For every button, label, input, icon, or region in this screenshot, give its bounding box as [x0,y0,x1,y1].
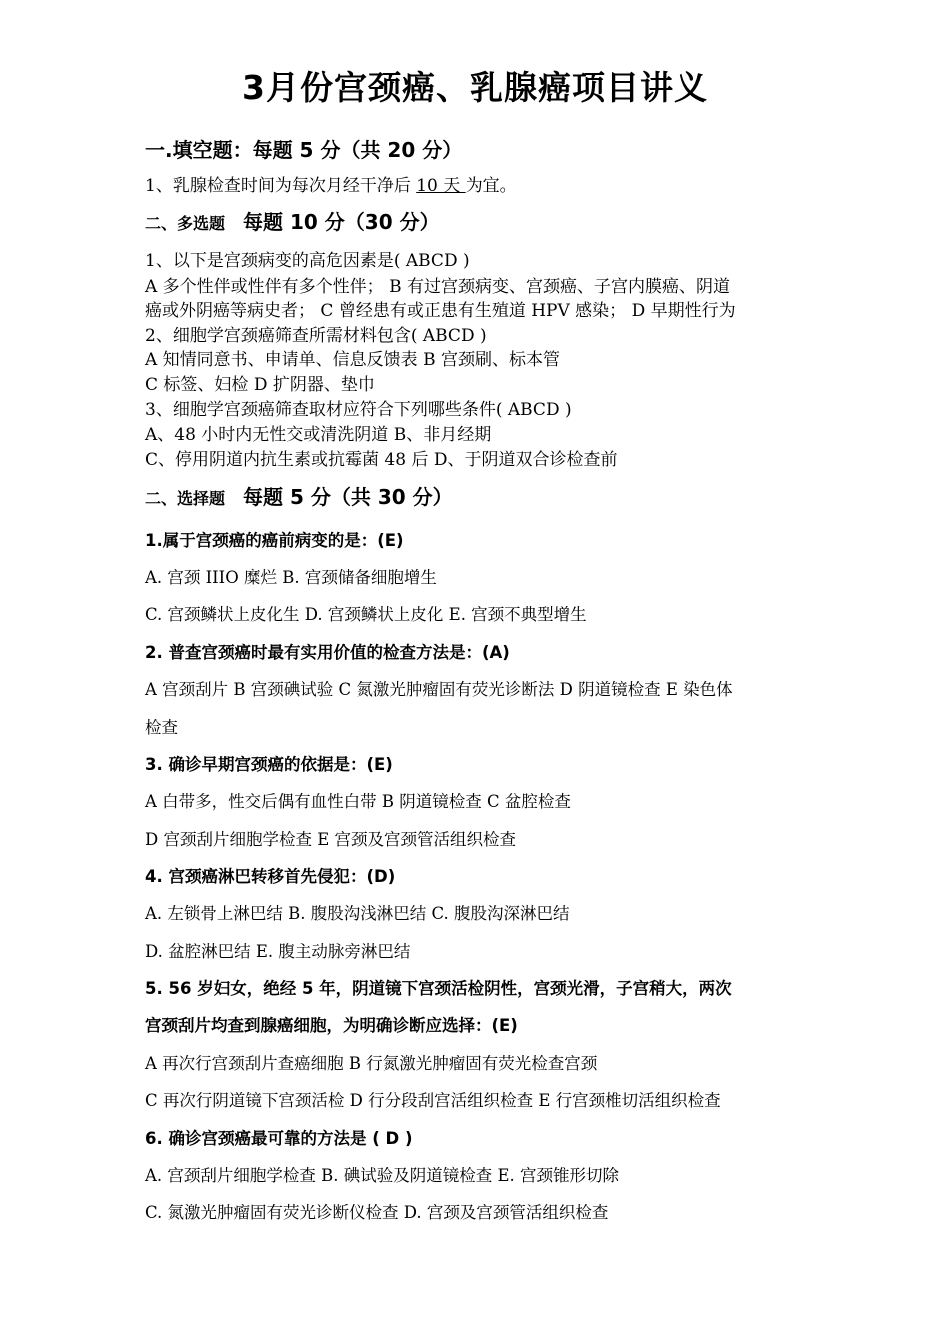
multi-line: C、停用阴道内抗生素或抗霉菌 48 后 D、于阴道双合诊检查前 [145,450,618,470]
choice-option-line: D 宫颈刮片细胞学检查 E 宫颈及宫颈管活组织检查 [145,830,517,849]
multi-section-heading [145,206,440,235]
choice-question-stem: 6. 确诊宫颈癌最可靠的方法是 ( D ) [145,1129,413,1148]
choice-question-stem: 1.属于宫颈癌的癌前病变的是：(E) [145,531,404,550]
choice-option-line: 检查 [145,718,178,737]
choice-option-line: A. 宫颈 IIIO 糜烂 B. 宫颈储备细胞增生 [145,568,437,587]
fill-section-heading: 一.填空题：每题 5 分（共 20 分） [145,138,463,162]
choice-option-line: C 再次行阴道镜下宫颈活检 D 行分段刮宫活组织检查 E 行宫颈椎切活组织检查 [145,1091,721,1110]
document-title: 3月份宫颈癌、乳腺癌项目讲义 [242,68,708,107]
fill-q1-blank: 10 天 [416,176,466,196]
fill-question-1 [145,175,517,197]
choice-heading-score: 每题 5 分（共 30 分） [243,485,453,509]
multi-line: A 知情同意书、申请单、信息反馈表 B 宫颈刷、标本管 [145,350,560,370]
multi-line: A、48 小时内无性交或清洗阴道 B、非月经期 [145,425,492,445]
multi-line: C 标签、妇检 D 扩阴器、垫巾 [145,375,375,395]
choice-option-line: A. 宫颈刮片细胞学检查 B. 碘试验及阴道镜检查 E. 宫颈锥形切除 [145,1166,620,1185]
multi-heading-score: 每题 10 分（30 分） [243,210,440,234]
multi-line: A 多个性伴或性伴有多个性伴； B 有过宫颈病变、宫颈癌、子宫内膜癌、阴道 [145,277,730,297]
choice-option-line: D. 盆腔淋巴结 E. 腹主动脉旁淋巴结 [145,942,411,961]
multi-heading-label: 二、多选题 [145,214,226,233]
multi-line: 1、以下是宫颈病变的高危因素是( ABCD ) [145,251,470,271]
choice-option-line: A 白带多，性交后偶有血性白带 B 阴道镜检查 C 盆腔检查 [145,792,571,811]
choice-option-line: A 再次行宫颈刮片查癌细胞 B 行氮激光肿瘤固有荧光检查宫颈 [145,1054,598,1073]
multi-line: 2、细胞学宫颈癌筛查所需材料包含( ABCD ) [145,326,487,346]
choice-question-stem: 宫颈刮片均查到腺癌细胞，为明确诊断应选择：(E) [145,1016,518,1035]
fill-q1-suffix: 为宜。 [465,176,517,196]
choice-option-line: A. 左锁骨上淋巴结 B. 腹股沟浅淋巴结 C. 腹股沟深淋巴结 [145,904,570,923]
choice-option-line: A 宫颈刮片 B 宫颈碘试验 C 氮激光肿瘤固有荧光诊断法 D 阴道镜检查 E 染色体 [145,680,733,699]
multi-line: 癌或外阴癌等病史者； C 曾经患有或正患有生殖道 HPV 感染； D 早期性行为 [145,301,736,321]
choice-question-stem: 3. 确诊早期宫颈癌的依据是：(E) [145,755,393,774]
choice-heading-label: 二、选择题 [145,489,226,508]
choice-option-line: C. 氮激光肿瘤固有荧光诊断仪检查 D. 宫颈及宫颈管活组织检查 [145,1203,609,1222]
choice-question-stem: 4. 宫颈癌淋巴转移首先侵犯：(D) [145,867,396,886]
fill-q1-prefix: 1、乳腺检查时间为每次月经干净后 [145,176,417,196]
choice-option-line: C. 宫颈鳞状上皮化生 D. 宫颈鳞状上皮化 E. 宫颈不典型增生 [145,605,587,624]
choice-section-heading [145,481,453,510]
choice-question-stem: 2. 普查宫颈癌时最有实用价值的检查方法是：(A) [145,643,510,662]
choice-question-stem: 5. 56 岁妇女，绝经 5 年，阴道镜下宫颈活检阴性，宫颈光滑，子宫稍大，两次 [145,979,732,998]
multi-line: 3、细胞学宫颈癌筛查取材应符合下列哪些条件( ABCD ) [145,400,572,420]
